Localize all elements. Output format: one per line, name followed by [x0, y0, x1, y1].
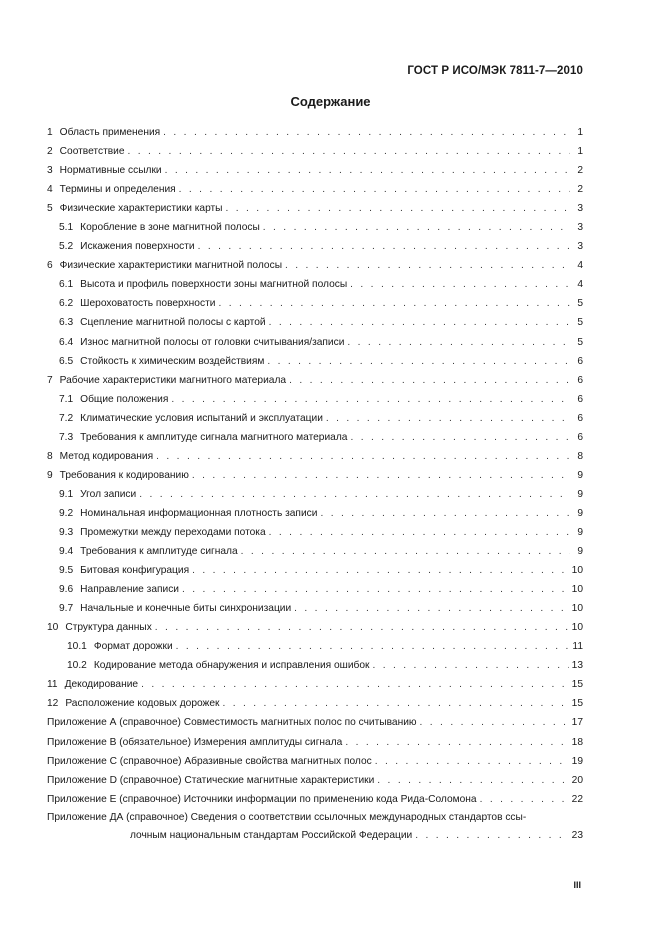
- toc-entry-number: 9.1: [59, 488, 74, 500]
- toc-leader-dots: [373, 656, 569, 675]
- toc-leader-dots: [415, 826, 568, 845]
- toc-entry-number: 6.4: [59, 336, 74, 348]
- toc-entry-text: Направление записи: [80, 584, 179, 596]
- toc-entry[interactable]: [47, 123, 583, 142]
- toc-leader-dots: [347, 333, 570, 352]
- toc-entry-page: 10: [571, 622, 583, 634]
- toc-entry-page: 15: [571, 698, 583, 710]
- toc-entry-number: 1: [47, 127, 53, 138]
- toc-leader-dots: [420, 713, 569, 732]
- toc-entry-page: 20: [571, 774, 583, 786]
- toc-entry[interactable]: [47, 447, 583, 466]
- toc-leader-dots: [294, 599, 569, 618]
- toc-entry-page: 6: [577, 355, 583, 367]
- toc-entry[interactable]: [47, 428, 583, 447]
- toc-entry-text: Требования к кодированию: [59, 469, 189, 481]
- toc-entry-page: 9: [577, 546, 583, 558]
- toc-entry-number: 7: [47, 374, 53, 386]
- toc-entry[interactable]: [47, 504, 583, 523]
- toc-entry[interactable]: [47, 371, 583, 390]
- toc-leader-dots: [192, 466, 570, 485]
- toc-leader-dots: [285, 256, 570, 275]
- toc-entry[interactable]: [47, 675, 583, 694]
- toc-entry-page: 1: [577, 146, 583, 158]
- toc-entry[interactable]: [47, 409, 583, 428]
- toc-entry[interactable]: [47, 466, 583, 485]
- toc-entry-page: 10: [571, 603, 583, 615]
- toc-entry-page: 15: [571, 679, 583, 691]
- toc-entry[interactable]: [47, 752, 583, 771]
- toc-entry-text-continued: лочным национальным стандартам Российской Федерации: [130, 829, 413, 841]
- toc-entry-number: 8: [47, 450, 53, 462]
- toc-entry[interactable]: [47, 790, 583, 809]
- toc-entry[interactable]: [47, 275, 583, 294]
- toc-leader-dots: [176, 637, 570, 656]
- toc-leader-dots: [269, 523, 570, 542]
- toc-entry-text: Термины и определения: [59, 184, 176, 196]
- toc-entry-number: 9: [47, 469, 53, 481]
- toc-entry[interactable]: [47, 485, 583, 504]
- toc-entry[interactable]: [47, 542, 583, 561]
- toc-leader-dots: [226, 199, 570, 218]
- toc-entry-page: 4: [577, 260, 583, 272]
- toc-leader-dots: [289, 371, 570, 390]
- toc-entry[interactable]: [47, 199, 583, 218]
- toc-entry-number: 10: [47, 622, 59, 634]
- toc-entry-number: 3: [47, 165, 53, 177]
- toc-leader-dots: [263, 218, 570, 237]
- toc-entry-number: 9.5: [59, 565, 74, 577]
- toc-entry-text: Расположение кодовых дорожек: [65, 698, 220, 710]
- toc-leader-dots: [269, 313, 570, 332]
- toc-entry-page: 3: [577, 241, 583, 253]
- toc-leader-dots: [182, 580, 569, 599]
- toc-entry-text: Искажения поверхности: [80, 241, 195, 253]
- toc-leader-dots: [141, 675, 569, 694]
- toc-entry-page: 19: [571, 755, 583, 767]
- toc-leader-dots: [345, 733, 568, 752]
- toc-entry-page: 3: [577, 203, 583, 215]
- toc-entry-text: Шероховатость поверхности: [80, 298, 216, 310]
- toc-entry-text: Коробление в зоне магнитной полосы: [80, 222, 260, 234]
- toc-entry[interactable]: [47, 733, 583, 752]
- toc-entry-page: 10: [571, 584, 583, 596]
- toc-leader-dots: [350, 275, 570, 294]
- toc-entry[interactable]: [47, 713, 583, 732]
- toc-entry-text: Метод кодирования: [59, 450, 154, 462]
- toc-entry-text: Климатические условия испытаний и эксплуатации: [80, 412, 323, 424]
- toc-entry[interactable]: [47, 771, 583, 790]
- toc-entry-text: Рабочие характеристики магнитного материала: [59, 374, 287, 386]
- toc-entry-number: 5.2: [59, 241, 74, 253]
- toc-leader-dots: [198, 237, 570, 256]
- toc-entry[interactable]: [47, 313, 583, 332]
- toc-entry-page: 22: [571, 793, 583, 805]
- toc-entry[interactable]: [47, 580, 583, 599]
- toc-entry-page: 13: [571, 660, 583, 672]
- toc-leader-dots: [320, 504, 570, 523]
- toc-entry-number: 10.2: [67, 660, 87, 672]
- toc-leader-dots: [156, 447, 570, 466]
- toc-entry-text: Приложение С (справочное) Абразивные свойства магнитных полос: [47, 755, 372, 767]
- table-of-contents: [47, 123, 583, 845]
- toc-entry-text: Общие положения: [80, 393, 169, 405]
- toc-leader-dots: [139, 485, 570, 504]
- toc-leader-dots: [480, 790, 569, 809]
- toc-entry-appendix-da[interactable]: [47, 809, 583, 845]
- toc-entry-text: Начальные и конечные биты синхронизации: [80, 603, 292, 615]
- toc-entry-text: Нормативные ссылки: [59, 165, 162, 177]
- toc-entry[interactable]: [47, 142, 583, 161]
- toc-entry-page: 5: [577, 336, 583, 348]
- toc-entry-text: Приложение ДА (справочное) Сведения о соответствии ссылочных международных стандартов ссы-: [47, 811, 527, 823]
- toc-entry[interactable]: [47, 637, 583, 656]
- toc-entry-page: 18: [571, 736, 583, 748]
- toc-entry[interactable]: [47, 561, 583, 580]
- toc-entry-page: 5: [577, 298, 583, 310]
- toc-entry-text: Угол записи: [80, 488, 137, 500]
- toc-leader-dots: [192, 561, 569, 580]
- toc-entry-page: 6: [577, 393, 583, 405]
- toc-entry-page: 9: [577, 526, 583, 538]
- page-title: Содержание: [290, 94, 371, 109]
- toc-leader-dots: [179, 180, 570, 199]
- toc-entry-text: Область применения: [59, 127, 161, 138]
- toc-entry[interactable]: [47, 237, 583, 256]
- toc-entry-page: 9: [577, 507, 583, 519]
- toc-entry-text: Приложение А (справочное) Совместимость магнитных полос по считыванию: [47, 717, 417, 729]
- toc-entry-page: 6: [577, 431, 583, 443]
- toc-entry-number: 2: [47, 146, 53, 158]
- toc-entry-number: 6.2: [59, 298, 74, 310]
- toc-entry-text: Декодирование: [64, 679, 139, 691]
- toc-entry-text: Физические характеристики магнитной полосы: [59, 260, 283, 272]
- toc-leader-dots: [326, 409, 570, 428]
- toc-entry[interactable]: [47, 294, 583, 313]
- toc-entry[interactable]: [47, 218, 583, 237]
- toc-entry[interactable]: [47, 618, 583, 637]
- toc-entry-number: 11: [47, 679, 58, 691]
- toc-entry-number: 5: [47, 203, 53, 215]
- toc-entry-page: 4: [577, 279, 583, 291]
- toc-entry-text: Приложение D (справочное) Статические магнитные характеристики: [47, 774, 375, 786]
- toc-entry-page: 2: [577, 165, 583, 177]
- toc-entry-number: 10.1: [67, 641, 87, 653]
- toc-entry-text: Структура данных: [65, 622, 152, 634]
- toc-entry[interactable]: [47, 161, 583, 180]
- toc-entry-number: 6.1: [59, 279, 74, 291]
- toc-leader-dots: [267, 352, 570, 371]
- toc-entry-number: 6: [47, 260, 53, 272]
- toc-entry-text: Промежутки между переходами потока: [80, 526, 266, 538]
- toc-entry-page: 11: [572, 641, 583, 653]
- toc-entry-text: Высота и профиль поверхности зоны магнитной полосы: [80, 279, 348, 291]
- toc-entry-page: 23: [571, 829, 583, 841]
- toc-entry-text: Сцепление магнитной полосы с картой: [80, 317, 266, 329]
- toc-entry-text: Приложение В (обязательное) Измерения амплитуды сигнала: [47, 736, 343, 748]
- toc-entry-number: 6.3: [59, 317, 74, 329]
- toc-leader-dots: [163, 123, 570, 142]
- toc-entry[interactable]: [47, 523, 583, 542]
- toc-entry-number: 6.5: [59, 355, 74, 367]
- toc-entry-page: 6: [577, 412, 583, 424]
- toc-entry-page: 9: [577, 469, 583, 481]
- toc-leader-dots: [222, 694, 568, 713]
- toc-entry-text: Битовая конфигурация: [80, 565, 190, 577]
- toc-entry-text: Требования к амплитуде сигнала магнитного материала: [80, 431, 348, 443]
- toc-entry-number: 7.1: [59, 393, 74, 405]
- toc-entry-page: 9: [577, 488, 583, 500]
- toc-entry[interactable]: [47, 694, 583, 713]
- toc-entry-number: 12: [47, 698, 59, 710]
- toc-entry-text: Требования к амплитуде сигнала: [80, 546, 238, 558]
- toc-entry-text: Приложение Е (справочное) Источники информации по применению кода Рида-Соломона: [47, 793, 477, 805]
- toc-leader-dots: [218, 294, 570, 313]
- toc-entry-number: 7.2: [59, 412, 74, 424]
- toc-entry-number: 5.1: [59, 222, 74, 234]
- document-id: ГОСТ Р ИСО/МЭК 7811-7—2010: [407, 65, 583, 77]
- toc-leader-dots: [171, 390, 570, 409]
- toc-entry[interactable]: [47, 390, 583, 409]
- toc-entry-page: 2: [577, 184, 583, 196]
- toc-entry[interactable]: [47, 180, 583, 199]
- toc-entry[interactable]: [47, 352, 583, 371]
- toc-entry-number: 9.2: [59, 507, 74, 519]
- toc-entry-number: 9.4: [59, 546, 74, 558]
- toc-entry-text: Износ магнитной полосы от головки считывания/записи: [80, 336, 345, 348]
- toc-entry-page: 6: [577, 374, 583, 386]
- toc-entry-text: Номинальная информационная плотность записи: [80, 507, 318, 519]
- toc-entry-page: 3: [577, 222, 583, 234]
- toc-entry-text: Стойкость к химическим воздействиям: [80, 355, 265, 367]
- toc-entry[interactable]: [47, 656, 583, 675]
- toc-entry-page: 5: [577, 317, 583, 329]
- page-number: III: [573, 880, 581, 890]
- toc-leader-dots: [155, 618, 569, 637]
- toc-leader-dots: [128, 142, 570, 161]
- toc-entry-page: 1: [577, 127, 583, 138]
- toc-leader-dots: [377, 771, 568, 790]
- toc-entry[interactable]: [47, 333, 583, 352]
- toc-entry-text: Формат дорожки: [93, 641, 173, 653]
- toc-entry-text: Соответствие: [59, 146, 125, 158]
- toc-leader-dots: [165, 161, 570, 180]
- toc-entry-number: 4: [47, 184, 53, 196]
- toc-entry-number: 9.6: [59, 584, 74, 596]
- toc-entry-page: 17: [571, 717, 583, 729]
- toc-entry-page: 10: [571, 565, 583, 577]
- toc-leader-dots: [350, 428, 570, 447]
- toc-entry[interactable]: [47, 256, 583, 275]
- toc-entry-number: 9.3: [59, 526, 74, 538]
- toc-entry-page: 8: [577, 450, 583, 462]
- toc-leader-dots: [241, 542, 570, 561]
- toc-entry-number: 7.3: [59, 431, 74, 443]
- toc-entry-text: Физические характеристики карты: [59, 203, 223, 215]
- toc-entry-number: 9.7: [59, 603, 74, 615]
- toc-entry-text: Кодирование метода обнаружения и исправления ошибок: [93, 660, 370, 672]
- toc-entry[interactable]: [47, 599, 583, 618]
- toc-leader-dots: [375, 752, 569, 771]
